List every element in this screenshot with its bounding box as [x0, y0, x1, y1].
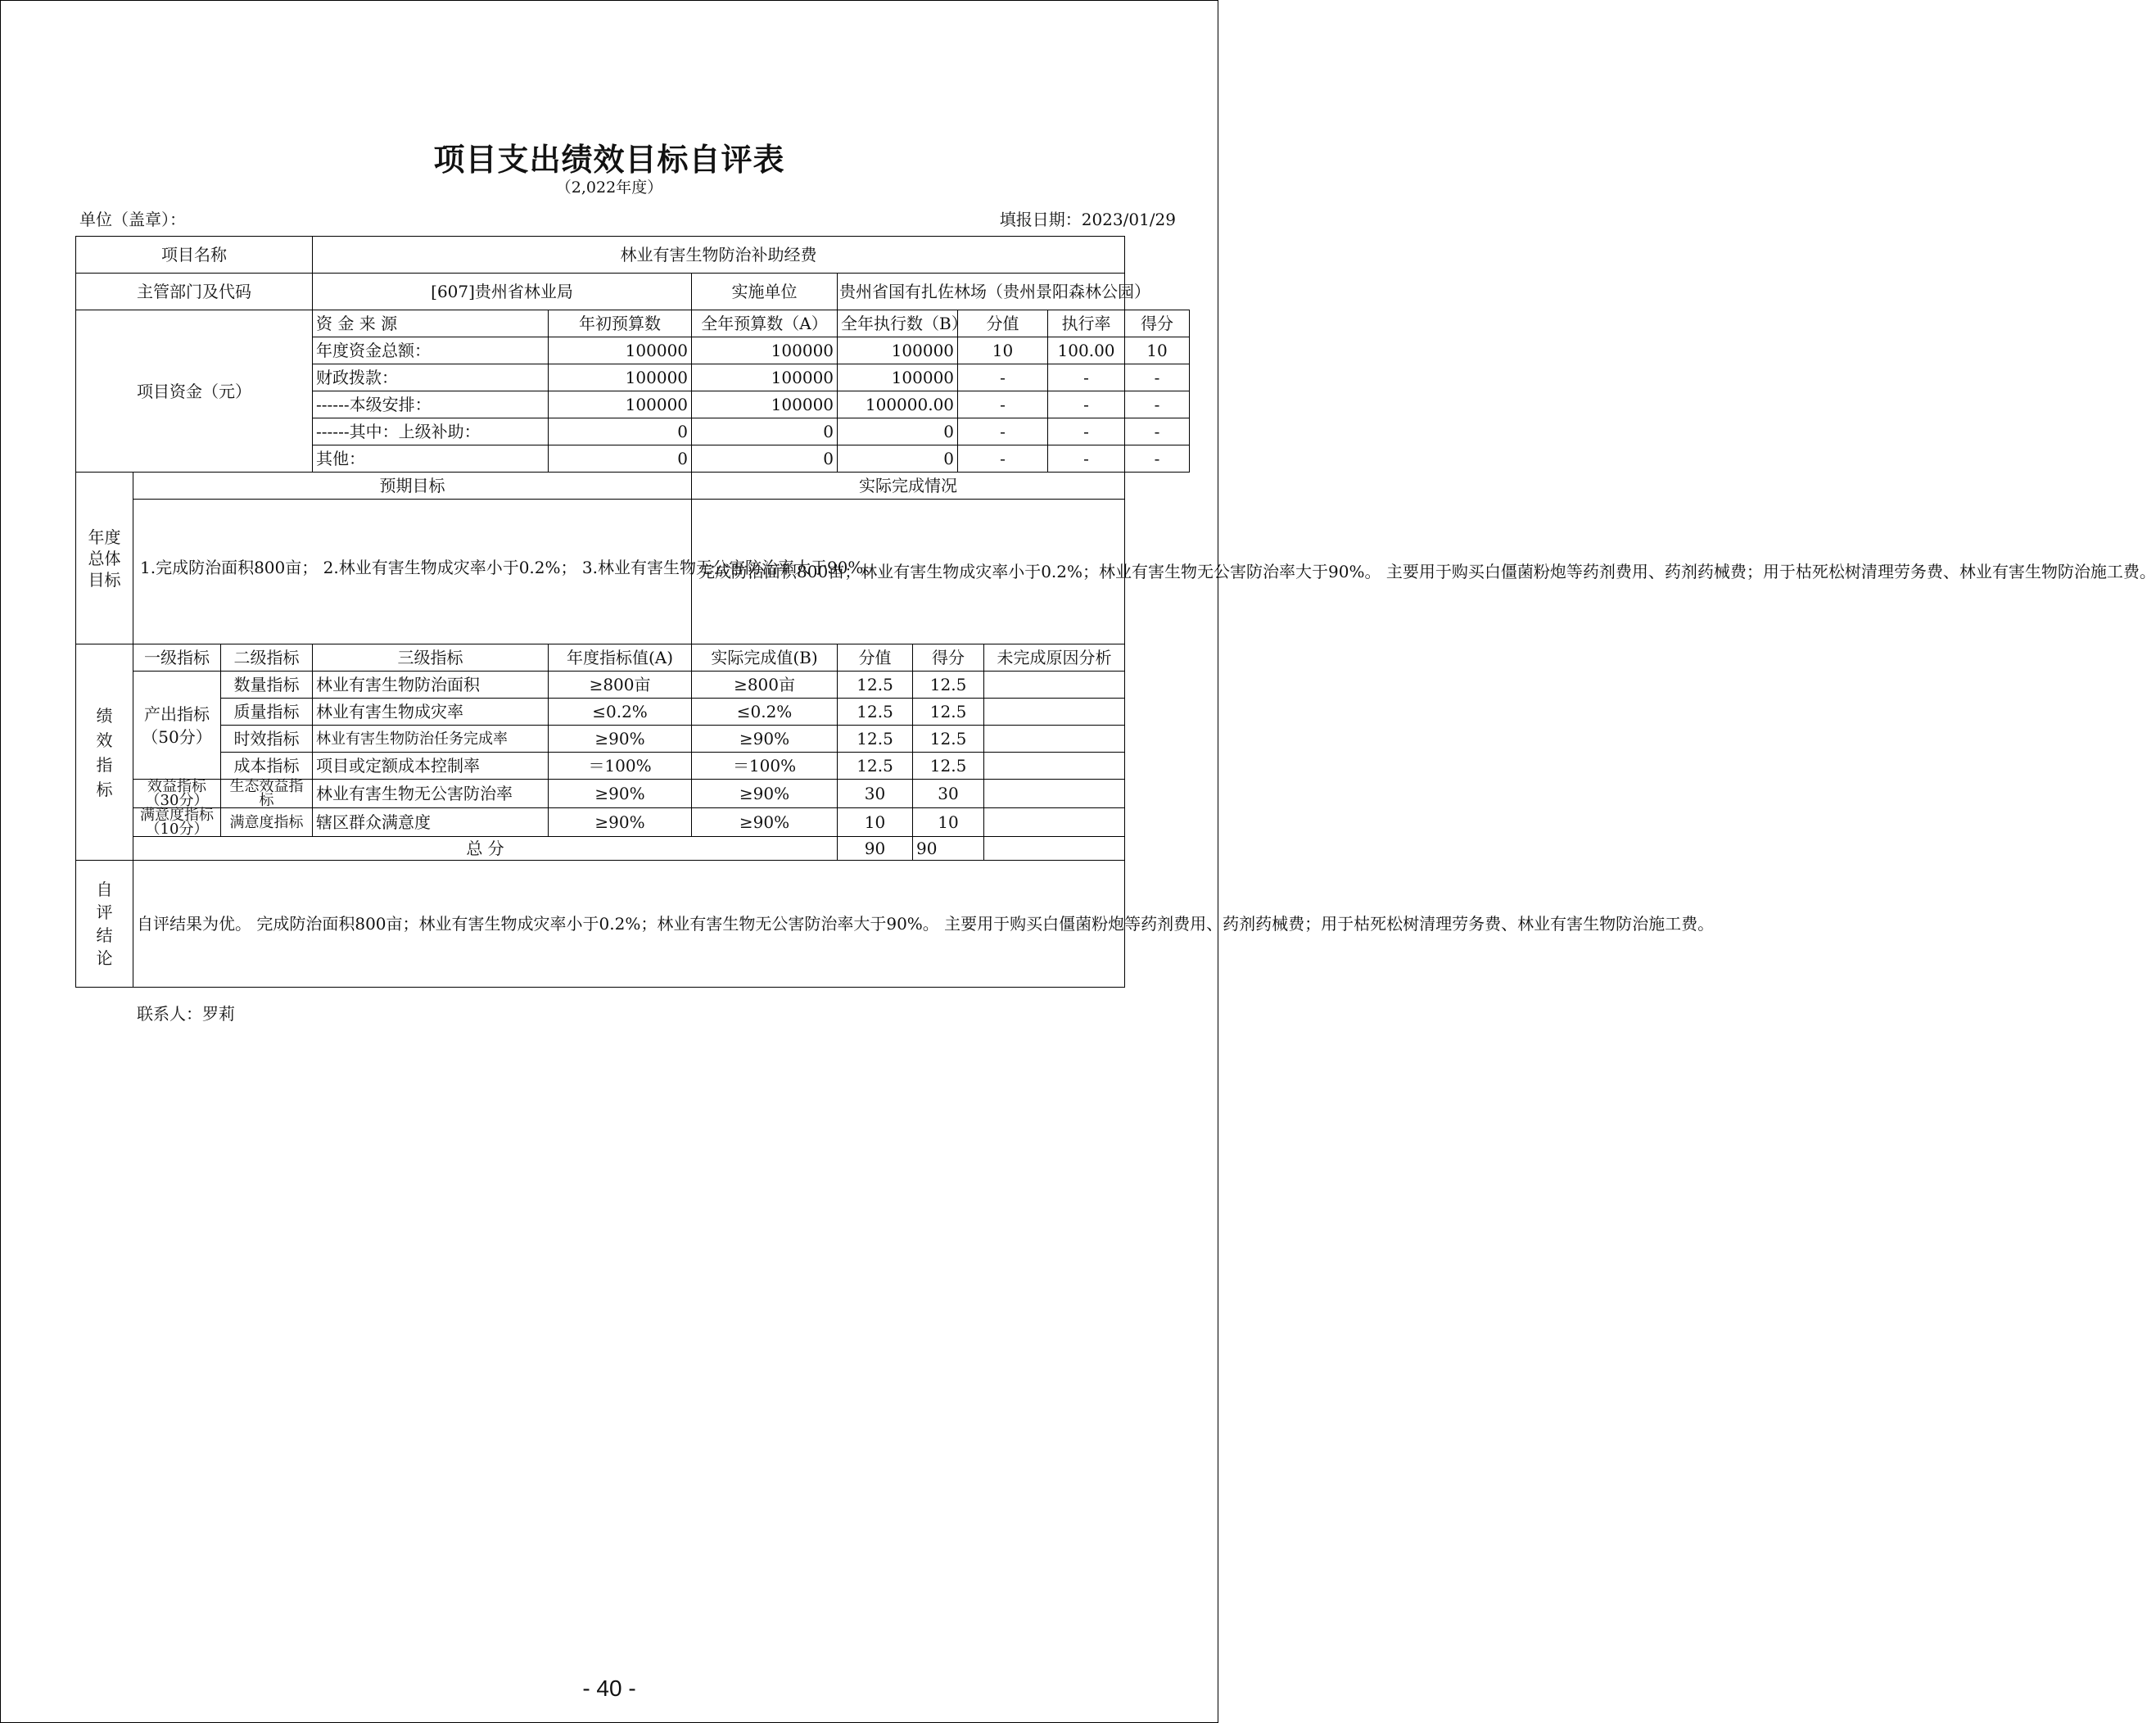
funds-executed: 100000 [838, 364, 958, 391]
funds-source: ------其中：上级补助： [313, 418, 549, 445]
funds-score: - [1125, 418, 1190, 445]
funds-annual: 100000 [692, 337, 838, 364]
impl-unit-value: 贵州省国有扎佐林场（贵州景阳森林公园） [838, 274, 1125, 310]
funds-source: 其他： [313, 445, 549, 473]
ind-reason [984, 699, 1125, 726]
dept-label: 主管部门及代码 [76, 274, 313, 310]
ind-score-value: 12.5 [838, 699, 913, 726]
ind-level1-text: 效益指标（30分） [145, 778, 209, 809]
ind-level3: 林业有害生物无公害防治率 [313, 780, 549, 808]
indicator-row [76, 753, 1190, 780]
ind-level3: 项目或定额成本控制率 [313, 753, 549, 780]
ind-reason [984, 780, 1125, 808]
ind-reason [984, 808, 1125, 837]
ind-level3: 辖区群众满意度 [313, 808, 549, 837]
ind-score-value: 12.5 [838, 753, 913, 780]
funds-source: ------本级安排： [313, 391, 549, 418]
total-label: 总 分 [133, 837, 838, 861]
funds-header-source: 资 金 来 源 [313, 310, 549, 337]
ind-level2-text: 满意度指标 [229, 813, 304, 831]
funds-initial: 100000 [549, 391, 692, 418]
funds-score: - [1125, 364, 1190, 391]
funds-label-text: 项目资金（元） [137, 381, 252, 401]
ind-target: ≥90% [549, 726, 692, 753]
funds-score-value: 10 [958, 337, 1048, 364]
conclusion-label-text: 自评结论 [96, 880, 113, 968]
funds-score-value: - [958, 391, 1048, 418]
funds-score: - [1125, 391, 1190, 418]
report-date: 填报日期：2023/01/29 [999, 210, 1176, 229]
evaluation-table [75, 236, 2156, 988]
indicator-row [76, 780, 1190, 808]
funds-initial: 0 [549, 445, 692, 473]
ind-actual: ＝100% [692, 753, 838, 780]
ind-level1-text: 满意度指标（10分） [140, 807, 214, 838]
indicators-label [76, 644, 133, 861]
ind-reason [984, 753, 1125, 780]
ind-level3 [313, 726, 549, 753]
funds-executed: 0 [838, 418, 958, 445]
impl-unit-label: 实施单位 [692, 274, 838, 310]
goals-label [76, 473, 133, 644]
funds-executed: 100000 [838, 337, 958, 364]
funds-header-executed: 全年执行数（B） [838, 310, 958, 337]
funds-rate: 100.00 [1048, 337, 1125, 364]
ind-header-target: 年度指标值(A) [549, 644, 692, 672]
indicator-row [76, 726, 1190, 753]
actual-result-text: 完成防治面积800亩；林业有害生物成灾率小于0.2%；林业有害生物无公害防治率大于90%。 主要用于购买白僵菌粉炮等药剂费用、药剂药械费；用于枯死松树清理劳务费、林业有害生物防治施工费。 [692, 500, 1125, 644]
funds-score-value: - [958, 418, 1048, 445]
contact-person: 联系人：罗莉 [137, 1004, 235, 1024]
ind-level2-text: 生态效益指标 [229, 778, 304, 809]
ind-score: 30 [913, 780, 984, 808]
funds-score-value: - [958, 445, 1048, 473]
funds-header-rate: 执行率 [1048, 310, 1125, 337]
ind-actual: ≥90% [692, 808, 838, 837]
funds-rate: - [1048, 418, 1125, 445]
ind-actual: ≤0.2% [692, 699, 838, 726]
ind-target: ＝100% [549, 753, 692, 780]
funds-rate: - [1048, 391, 1125, 418]
ind-actual: ≥90% [692, 780, 838, 808]
unit-label: 单位（盖章）： [79, 210, 186, 229]
ind-score-value: 10 [838, 808, 913, 837]
ind-target: ≥800亩 [549, 672, 692, 699]
ind-header-actual: 实际完成值(B) [692, 644, 838, 672]
funds-rate: - [1048, 445, 1125, 473]
conclusion-label [76, 861, 133, 988]
funds-label [76, 310, 313, 473]
funds-executed: 0 [838, 445, 958, 473]
total-score-value: 90 [838, 837, 913, 861]
ind-level3-text: 林业有害生物防治任务完成率 [316, 730, 508, 748]
actual-result-header: 实际完成情况 [692, 473, 1125, 500]
ind-target: ≤0.2% [549, 699, 692, 726]
output-indicator-group [133, 672, 221, 780]
funds-annual: 0 [692, 445, 838, 473]
indicator-row [76, 808, 1190, 837]
ind-target: ≥90% [549, 808, 692, 837]
ind-header-level1: 一级指标 [133, 644, 221, 672]
total-score: 90 [913, 837, 984, 861]
funds-header-annual: 全年预算数（A） [692, 310, 838, 337]
expected-goal-text: 1.完成防治面积800亩； 2.林业有害生物成灾率小于0.2%； 3.林业有害生物无公害防治率大于90%。 [133, 500, 692, 644]
page-number: - 40 - [582, 1676, 636, 1701]
ind-score-value: 12.5 [838, 726, 913, 753]
ind-header-level3: 三级指标 [313, 644, 549, 672]
ind-level2 [221, 780, 313, 808]
project-name-label: 项目名称 [76, 237, 313, 274]
funds-initial: 100000 [549, 364, 692, 391]
funds-executed: 100000.00 [838, 391, 958, 418]
ind-level3: 林业有害生物防治面积 [313, 672, 549, 699]
output-indicator-group-text: 产出指标（50分） [142, 703, 212, 747]
ind-actual: ≥90% [692, 726, 838, 753]
ind-score: 12.5 [913, 753, 984, 780]
ind-header-level2: 二级指标 [221, 644, 313, 672]
ind-level2 [221, 808, 313, 837]
fiscal-year: （2,022年度） [555, 179, 663, 197]
goals-label-text: 年度总体目标 [88, 527, 121, 590]
ind-level2: 数量指标 [221, 672, 313, 699]
ind-level1 [133, 780, 221, 808]
ind-score: 12.5 [913, 699, 984, 726]
ind-actual: ≥800亩 [692, 672, 838, 699]
funds-annual: 100000 [692, 364, 838, 391]
funds-score-value: - [958, 364, 1048, 391]
indicator-row [76, 699, 1190, 726]
ind-header-score-value: 分值 [838, 644, 913, 672]
total-reason [984, 837, 1125, 861]
funds-annual: 100000 [692, 391, 838, 418]
dept-value: [607]贵州省林业局 [313, 274, 692, 310]
ind-header-score: 得分 [913, 644, 984, 672]
ind-reason [984, 726, 1125, 753]
indicator-row [76, 672, 1190, 699]
ind-score: 12.5 [913, 726, 984, 753]
funds-source: 财政拨款： [313, 364, 549, 391]
ind-header-reason: 未完成原因分析 [984, 644, 1125, 672]
ind-level1 [133, 808, 221, 837]
ind-level3: 林业有害生物成灾率 [313, 699, 549, 726]
funds-initial: 0 [549, 418, 692, 445]
ind-score: 12.5 [913, 672, 984, 699]
ind-reason [984, 672, 1125, 699]
ind-score-value: 30 [838, 780, 913, 808]
project-name: 林业有害生物防治补助经费 [313, 237, 1125, 274]
ind-score: 10 [913, 808, 984, 837]
funds-score: 10 [1125, 337, 1190, 364]
ind-level2: 质量指标 [221, 699, 313, 726]
funds-header-initial: 年初预算数 [549, 310, 692, 337]
ind-level2: 成本指标 [221, 753, 313, 780]
funds-rate: - [1048, 364, 1125, 391]
indicators-label-text: 绩效指标 [96, 705, 113, 799]
funds-source: 年度资金总额： [313, 337, 549, 364]
conclusion-text: 自评结果为优。 完成防治面积800亩；林业有害生物成灾率小于0.2%；林业有害生物无公害防治率大于90%。 主要用于购买白僵菌粉炮等药剂费用、药剂药械费；用于枯死松树清理劳务费、林业有害生物防治施工费。 [133, 861, 1125, 988]
funds-annual: 0 [692, 418, 838, 445]
funds-header-score: 得分 [1125, 310, 1190, 337]
page-title: 项目支出绩效目标自评表 [433, 141, 785, 178]
ind-level2: 时效指标 [221, 726, 313, 753]
ind-target: ≥90% [549, 780, 692, 808]
expected-goal-header: 预期目标 [133, 473, 692, 500]
funds-header-score-value: 分值 [958, 310, 1048, 337]
ind-score-value: 12.5 [838, 672, 913, 699]
funds-initial: 100000 [549, 337, 692, 364]
funds-score: - [1125, 445, 1190, 473]
